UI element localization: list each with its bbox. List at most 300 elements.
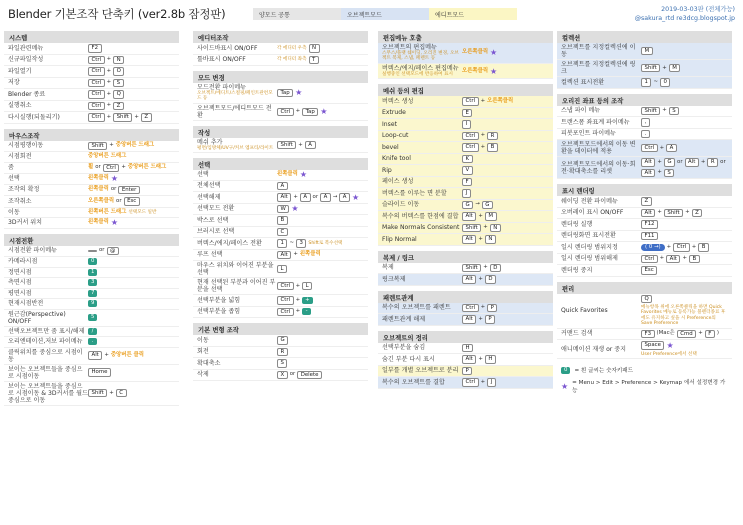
shortcut-name: 회전 (197, 348, 209, 356)
shortcut-name: 클릭위치를 중심으로 시점이동 (8, 348, 83, 363)
shortcut-sub-note: 스무스/플랫 쉐이딩, 오리진 변경, 오브젝트 복제, 스냅, 페렌트 등 (382, 51, 459, 62)
shortcut-name: 커맨드 검색 (561, 330, 593, 338)
note-star (557, 376, 732, 396)
shortcut-section (378, 31, 553, 79)
mouse-action: 오른쪽클릭 (487, 97, 514, 104)
shortcut-row (4, 196, 179, 208)
key-cap: Ctrl (462, 132, 479, 141)
joiner-text: + (109, 142, 114, 149)
shortcut-section (4, 31, 179, 124)
shortcut-note: User Preference에서 선택 (641, 351, 697, 357)
shortcut-row (193, 83, 368, 104)
shortcut-section (378, 84, 553, 246)
shortcut-row (378, 64, 553, 79)
shortcut-name: 오리엔테이션,저보 파이메뉴 (8, 338, 83, 346)
shortcut-keys (88, 186, 175, 195)
shortcut-label (8, 383, 88, 404)
shortcut-row (557, 340, 732, 359)
shortcut-section (4, 234, 179, 406)
preference-star-icon: ★ (352, 192, 360, 202)
preference-star-icon: ★ (490, 48, 498, 58)
shortcut-label (8, 338, 88, 345)
shortcut-name: 전체선택 (197, 182, 221, 190)
shortcut-row (557, 254, 732, 266)
key-cap: , (641, 118, 650, 127)
shortcut-row (193, 278, 368, 295)
key-cap: G (482, 201, 493, 210)
shortcut-label (197, 308, 277, 315)
shortcut-row (557, 60, 732, 77)
shortcut-row (557, 117, 732, 129)
joiner-text: + (293, 193, 298, 200)
joiner-text: + (662, 107, 667, 114)
joiner-text: or (99, 247, 105, 254)
preference-star-icon: ★ (561, 381, 569, 391)
shortcut-label (8, 164, 88, 171)
key-cap: Shift (88, 142, 107, 151)
key-cap: Tap (302, 108, 318, 117)
shortcut-name: 오브젝트모드/에디트모드 전환 (197, 104, 272, 119)
shortcut-name: 3D커서 위치 (8, 219, 43, 227)
shortcut-keys (641, 243, 728, 252)
key-cap: Z (141, 113, 152, 122)
key-cap: Shift (462, 224, 481, 233)
shortcut-label (8, 56, 88, 63)
key-cap: G (277, 336, 288, 345)
key-cap: L (277, 265, 287, 274)
shortcut-row (557, 106, 732, 118)
shortcut-row (378, 165, 553, 177)
shortcut-keys (277, 141, 364, 150)
shortcut-row (193, 170, 368, 181)
shortcut-keys (88, 290, 175, 297)
key-cap: Ctrl (277, 308, 294, 317)
shortcut-name: 현재 선택된 부분과 이어진 부분을 선택 (197, 279, 276, 294)
shortcut-keys (88, 90, 175, 99)
shortcut-keys (277, 216, 364, 225)
shortcut-keys (641, 295, 728, 327)
numpad-key: / (88, 328, 97, 335)
key-cap: G (664, 158, 675, 167)
shortcut-keys (277, 182, 364, 191)
key-cap: F (462, 178, 472, 187)
numpad-key: 0 (88, 258, 97, 265)
shortcut-label (8, 258, 88, 265)
section-header: 마우스조작 (4, 129, 179, 141)
key-cap: Tap (277, 89, 293, 98)
key-cap: H (462, 344, 473, 353)
key-cap: F (705, 330, 715, 339)
shortcut-row (193, 358, 368, 370)
shortcut-label (197, 217, 277, 224)
joiner-text: + (106, 79, 112, 86)
shortcut-row (193, 192, 368, 204)
key-cap: I (462, 120, 471, 129)
preference-star-icon: ★ (291, 204, 299, 214)
key-cap: Ctrl (88, 56, 105, 65)
shortcut-name: 쉐이딩 전환 파이메뉴 (561, 197, 618, 205)
shortcut-note: 각 에디터 좌측 (277, 57, 307, 63)
shortcut-label (8, 153, 88, 160)
key-cap: Ctrl (88, 113, 105, 122)
shortcut-label (382, 276, 462, 283)
key-cap: S (277, 359, 287, 368)
shortcut-name: 보이는 오브젝트들을 중심으로 시점이동 & 3D커서를 월드 중심으로 이동 (8, 382, 88, 404)
shortcut-row (378, 354, 553, 366)
shortcut-name: 오브젝트를 지정컬렉션에 이동 (561, 44, 636, 58)
shortcut-name: 보이는 오브젝트들을 중심으로 시점이동 (8, 365, 83, 380)
joiner-text: + (104, 352, 109, 358)
mouse-action: 중앙버튼 드래그 (88, 153, 127, 160)
shortcut-name: 버텍스 생성 (382, 97, 414, 105)
shortcut-name: 메쉬 추가 (197, 138, 223, 146)
shortcut-label (197, 297, 277, 304)
shortcut-row (378, 234, 553, 246)
joiner-text: + (691, 243, 697, 250)
shortcut-label (382, 190, 462, 197)
shortcut-label (8, 45, 88, 52)
key-cap: R (707, 158, 718, 167)
shortcut-keys (88, 209, 175, 216)
shortcut-row (4, 89, 179, 101)
shortcut-row (4, 268, 179, 279)
shortcut-row (4, 246, 179, 258)
key-cap: F3 (641, 330, 655, 339)
key-cap: S (669, 107, 679, 116)
key-cap: Ctrl (462, 304, 479, 313)
shortcut-label (561, 119, 641, 126)
shortcut-keys (88, 219, 175, 226)
shortcut-keys (641, 330, 728, 339)
shortcut-row (378, 211, 553, 223)
joiner-text: + (106, 67, 112, 74)
shortcut-row (193, 370, 368, 382)
shortcut-note: 선택모드 일반 (128, 209, 157, 215)
shortcut-row (193, 295, 368, 307)
joiner-text: + (657, 209, 662, 216)
shortcut-name: 시점평행이동 (8, 142, 44, 150)
shortcut-name: 트랜스폼 좌표계 파이메뉴 (561, 118, 630, 126)
shortcut-keys (462, 178, 549, 187)
shortcut-label (197, 251, 277, 258)
key-cap: B (698, 243, 709, 252)
key-cap: Alt (462, 212, 476, 221)
joiner-text: + (659, 255, 665, 262)
key-cap: Alt (666, 255, 680, 264)
shortcut-keys (88, 368, 175, 377)
shortcut-label (561, 346, 641, 353)
shortcut-keys (277, 205, 364, 214)
shortcut-label (382, 98, 462, 105)
shortcut-name: 이동 (197, 336, 209, 344)
note-text: = 흰 글씨는 숫자키패드 (574, 368, 634, 375)
shortcut-name: Loop-cut (382, 132, 409, 140)
joiner-text: + (483, 264, 488, 271)
shortcut-row (378, 314, 553, 326)
key-cap: Ctrl (641, 255, 658, 264)
shortcut-label (8, 198, 88, 205)
shortcut-name: 버텍스/에지/페이스 전환 (197, 239, 262, 247)
shortcut-name: Flip Normal (382, 235, 417, 243)
shortcut-label (382, 178, 462, 185)
shortcut-name: Knife tool (382, 155, 411, 163)
shortcut-name: 파일관련메뉴 (8, 44, 44, 52)
shortcut-keys (462, 212, 549, 221)
shortcut-keys (277, 348, 364, 357)
shortcut-keys (462, 344, 549, 353)
mouse-action: 왼쪽클릭 (88, 219, 109, 226)
shortcut-row (193, 250, 368, 262)
shortcut-row (557, 140, 732, 157)
joiner-text: + (478, 275, 483, 282)
shortcut-label (382, 144, 462, 151)
shortcut-name: 루프 선택 (197, 251, 223, 259)
shortcut-keys (641, 78, 728, 87)
shortcut-label (561, 221, 641, 228)
shortcut-label (8, 79, 88, 86)
preference-star-icon: ★ (490, 66, 498, 76)
page-title: Blender 기본조작 단축키 (ver2.8b 잠정판) (8, 7, 226, 21)
shortcut-keys (462, 264, 549, 273)
shortcut-label (8, 186, 88, 193)
shortcut-keys (641, 341, 728, 357)
shortcut-row (4, 185, 179, 197)
key-cap: Alt (641, 158, 655, 167)
joiner-text: + (685, 209, 690, 216)
shortcut-keys (277, 251, 364, 260)
numpad-key: 3 (88, 279, 97, 286)
shortcut-keys (462, 367, 549, 376)
shortcut-keys (462, 155, 549, 164)
key-cap: R (487, 132, 498, 141)
shortcut-label (382, 367, 462, 374)
key-cap: Ctrl (88, 90, 105, 99)
shortcut-name: 패렌트관계 해제 (382, 315, 426, 323)
shortcut-name: 일부를 개별 오브젝트로 분리 (382, 367, 459, 375)
version-date: 2019-03-03판 (전체가능) (661, 6, 735, 13)
shortcut-section (193, 323, 368, 381)
shortcut-row (193, 204, 368, 216)
shortcut-row (4, 382, 179, 406)
joiner-text: + (483, 224, 488, 231)
key-cap: Alt (685, 158, 699, 167)
joiner-text: + (480, 143, 486, 150)
shortcut-row (4, 66, 179, 78)
shortcut-keys (88, 175, 175, 182)
shortcut-row (557, 265, 732, 277)
shortcut-label (561, 198, 641, 205)
joiner-text: ) (716, 330, 719, 337)
shortcut-section (193, 126, 368, 153)
key-cap: Space (641, 341, 664, 350)
shortcut-row (4, 289, 179, 300)
key-cap: M (485, 212, 497, 221)
shortcut-section (557, 184, 732, 277)
key-cap: @ (107, 247, 119, 256)
legend-edit-mode: 에디트모드 (429, 8, 517, 20)
shortcut-keys (277, 265, 364, 274)
key-cap: Z (692, 209, 703, 218)
shortcut-label (382, 109, 462, 116)
key-cap: Cmd (677, 330, 696, 339)
shortcut-row (557, 219, 732, 231)
shortcut-keys (88, 269, 175, 276)
shortcut-row (193, 55, 368, 67)
shortcut-keys (88, 300, 175, 307)
shortcut-row (378, 263, 553, 275)
shortcut-row (557, 242, 732, 254)
legend-object-mode: 오브젝트모드 (341, 8, 429, 20)
key-cap: S (664, 169, 674, 178)
key-cap: A (300, 193, 311, 202)
joiner-text: + (293, 251, 298, 258)
shortcut-keys (641, 266, 728, 275)
joiner-text: or (110, 186, 117, 193)
shortcut-row (4, 299, 179, 310)
shortcut-name: 다시실행(되돌리기) (8, 113, 60, 121)
shortcut-row (378, 154, 553, 166)
shortcut-name: bevel (382, 143, 399, 151)
shortcut-name: 복수의 버텍스를 한점에 결합 (382, 212, 459, 220)
shortcut-row (378, 303, 553, 315)
key-cap: Delete (297, 371, 322, 380)
shortcut-name: 선택해제 (197, 193, 221, 201)
joiner-text: + (659, 144, 665, 151)
numpad-key: 9 (88, 300, 97, 307)
key-cap: B (277, 216, 288, 225)
preference-star-icon: ★ (110, 174, 119, 184)
shortcut-name: 브러시로 선택 (197, 228, 235, 236)
shortcut-section (378, 251, 553, 286)
shortcut-name: 모드전환 파이메뉴 (197, 84, 247, 91)
shortcut-row (4, 141, 179, 153)
shortcut-name: 사이드바표시 ON/OFF (197, 44, 258, 52)
shortcut-keys (88, 113, 175, 122)
joiner-text: + (480, 378, 486, 385)
shortcut-keys (462, 235, 549, 244)
key-cap: Alt (88, 351, 102, 360)
joiner-text: or (312, 193, 319, 200)
key-cap: Alt (462, 235, 476, 244)
key-cap: A (305, 141, 316, 150)
key-cap: Shift (641, 107, 660, 116)
shortcut-keys (88, 197, 175, 206)
joiner-text: + (106, 102, 112, 109)
mouse-action: 왼쪽클릭 (88, 186, 109, 193)
section-header: 편리 (557, 282, 732, 294)
key-cap: F12 (641, 220, 658, 229)
key-cap: X (277, 371, 288, 380)
key-cap: M (641, 47, 653, 56)
shortcut-label (382, 356, 462, 363)
shortcut-label (197, 205, 277, 212)
shortcut-keys (88, 164, 175, 173)
shortcut-name: 신규파일작성 (8, 56, 44, 64)
joiner-text: ~ (289, 239, 294, 246)
shortcut-label (197, 279, 277, 293)
joiner-text: + (295, 308, 301, 315)
shortcut-sub-note: 실행중인 선택모드에 반응하여 표시 (382, 71, 453, 77)
shortcut-label (197, 262, 277, 276)
preference-star-icon: ★ (295, 88, 303, 98)
joiner-text: (Mac은 (656, 330, 675, 337)
shortcut-keys (277, 296, 364, 305)
shortcut-keys (88, 79, 175, 88)
key-cap: Ctrl (88, 79, 105, 88)
shortcut-name: 복수의 오브젝트를 패렌트 (382, 304, 451, 312)
shortcut-name: 확대축소 (197, 359, 221, 367)
shortcut-keys (462, 120, 549, 129)
shortcut-label (561, 44, 641, 58)
shortcut-keys (641, 118, 728, 127)
shortcut-row (557, 294, 732, 329)
shortcut-name: 렌더링 중지 (561, 266, 593, 274)
key-cap: Alt (277, 193, 291, 202)
preference-star-icon: ★ (666, 340, 674, 350)
joiner-text: + (298, 141, 303, 148)
shortcut-row (4, 365, 179, 382)
shortcut-name: Quick Favorites (561, 307, 608, 315)
shortcut-keys (462, 201, 549, 210)
key-cap: Ctrl (277, 282, 294, 291)
key-cap: Shift (113, 113, 132, 122)
shortcut-label (8, 68, 88, 75)
shortcut-row (193, 261, 368, 278)
shortcut-keys (641, 220, 728, 229)
shortcut-keys (462, 224, 549, 233)
shortcut-name: 애니메이션 재생 or 중지 (561, 345, 627, 353)
key-cap: Shift (664, 209, 683, 218)
shortcut-label (382, 379, 462, 386)
key-cap: . (641, 130, 650, 139)
key-cap: Alt (462, 275, 476, 284)
shortcut-name: 조작취소 (8, 197, 32, 205)
shortcut-row (378, 43, 553, 64)
shortcut-name: 마우스 위치와 이어진 부분을 선택 (197, 262, 274, 277)
joiner-text: + (106, 56, 112, 63)
shortcut-keys (641, 232, 728, 241)
shortcut-row (378, 177, 553, 189)
joiner-text: + (666, 243, 672, 250)
key-cap: B (487, 143, 498, 152)
shortcut-name: 이동 (8, 208, 20, 216)
shortcut-row (378, 377, 553, 389)
key-cap: Ctrl (103, 164, 120, 173)
mouse-action: 중앙버튼 드래그 (127, 164, 167, 171)
shortcut-name: 일시 렌더링 범위해제 (561, 255, 618, 263)
shortcut-note: 메뉴항목 위에 오른쪽클릭을 하면 Quick Favorites 메뉴로 등록가능 블렌더종료 후에도 유지하고 싶을 시 Preference의 Save Preference (641, 305, 726, 327)
shortcut-sub-note: 평면/입방체/UV구/커브 엠프티/라이트 (197, 145, 274, 151)
shortcut-keys (462, 143, 549, 152)
shortcut-row (378, 108, 553, 120)
shortcut-keys (88, 279, 175, 286)
shortcut-label (8, 349, 88, 363)
shortcut-row (4, 101, 179, 113)
shortcut-row (557, 129, 732, 141)
key-cap: D (490, 264, 501, 273)
shortcut-label (8, 114, 88, 121)
shortcut-name: 선택 (8, 175, 20, 183)
key-cap: Ctrl (462, 143, 479, 152)
key-cap: Ctrl (462, 378, 479, 387)
mouse-action: 중앙버튼 드래그 (115, 142, 155, 149)
shortcut-keys (641, 47, 728, 56)
shortcut-name: 오브젝트모드에서의 이동 변환을 데이터에 적용 (561, 141, 636, 155)
shortcut-name: 오브젝트의 편집메뉴 (382, 44, 437, 51)
author-credit: @sakura_rtd re3dcg.blogspot.jp (634, 14, 735, 22)
shortcut-label (382, 344, 462, 351)
shortcut-section (193, 71, 368, 121)
